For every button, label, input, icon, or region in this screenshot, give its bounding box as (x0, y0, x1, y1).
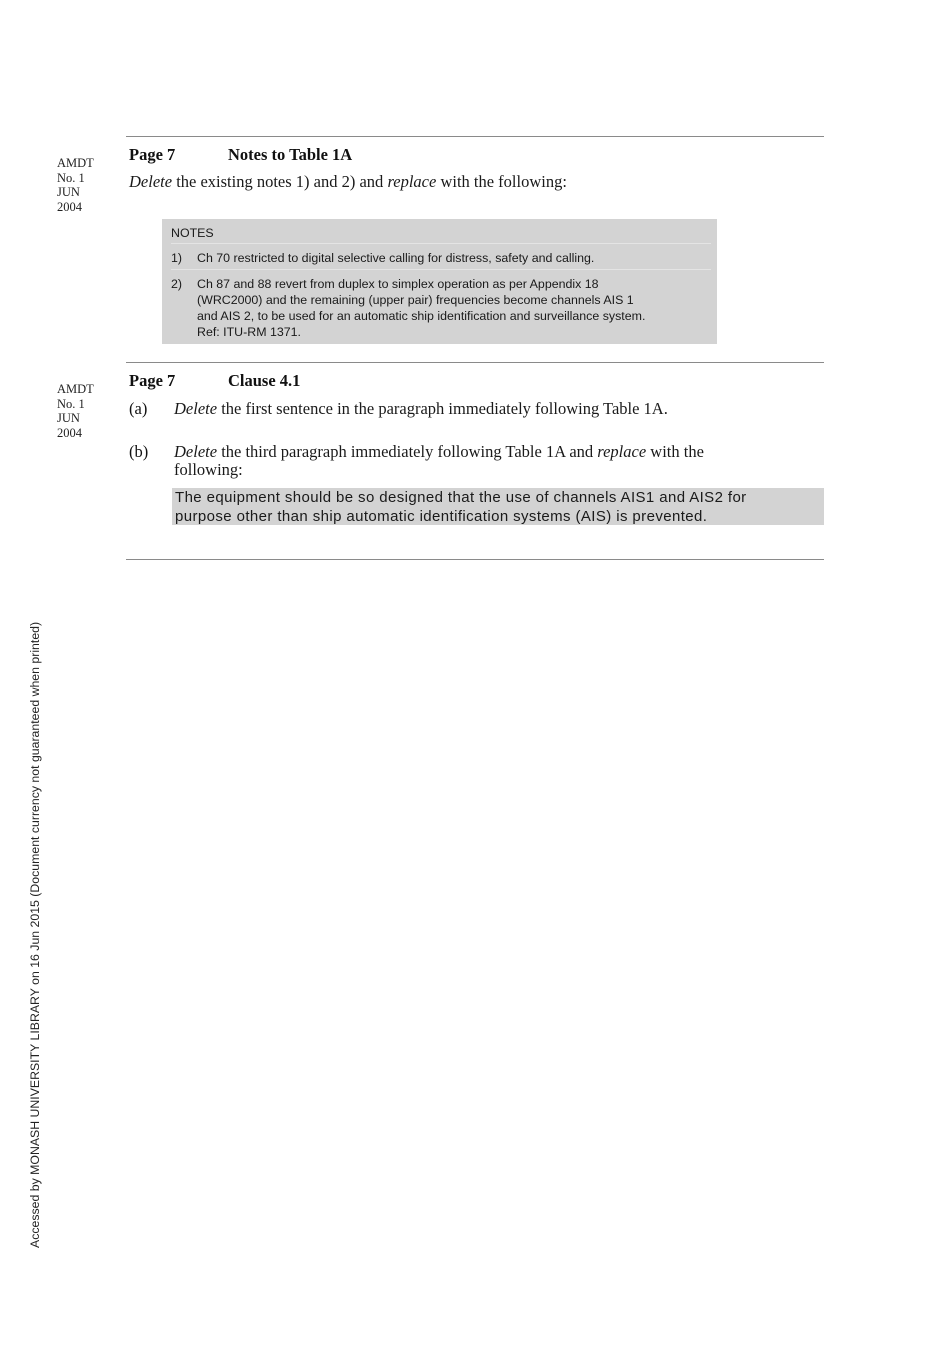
delete-keyword: Delete (174, 399, 218, 418)
item-text-end: with the (646, 442, 704, 461)
delete-keyword: Delete (174, 442, 218, 461)
delete-keyword: Delete (129, 172, 173, 191)
margin-note-line: No. 1 (57, 396, 85, 411)
notes-separator (171, 269, 711, 270)
margin-note-line: AMDT (57, 156, 94, 170)
note-item (171, 250, 711, 266)
page-reference: Page 7 (129, 371, 176, 390)
amendment-margin-note (57, 382, 117, 440)
section-divider-bottom (126, 559, 824, 560)
notes-box (162, 219, 717, 344)
item-text: the first sentence in the paragraph immediately following Table 1A. (217, 399, 668, 418)
notes-title: NOTES (171, 226, 214, 240)
margin-note-line: JUN (57, 185, 80, 199)
section-heading (129, 371, 300, 391)
note-text-line: (WRC2000) and the remaining (upper pair) frequencies become channels AIS 1 (197, 293, 634, 307)
margin-note-line: 2004 (57, 425, 82, 440)
margin-note-line: No. 1 (57, 170, 85, 185)
item-text-line: following: (174, 460, 243, 479)
note-text-line: Ref: ITU-RM 1371. (197, 325, 301, 339)
heading-title: Clause 4.1 (228, 371, 301, 390)
replacement-line: purpose other than ship automatic identification systems (AIS) is prevented. (175, 508, 708, 525)
amendment-margin-note (57, 156, 117, 214)
replace-keyword: replace (597, 442, 647, 461)
heading-title: Notes to Table 1A (228, 145, 353, 164)
note-number: 1) (171, 251, 183, 265)
instruction-text-end: with the following: (436, 172, 567, 191)
access-watermark: Accessed by MONASH UNIVERSITY LIBRARY on 16 Jun 2015 (Document currency not guaranteed when printed) (28, 621, 42, 1248)
instruction-text: the existing notes 1) and 2) and (172, 172, 388, 191)
note-text-line: and AIS 2, to be used for an automatic ship identification and surveillance system. (197, 309, 646, 323)
replacement-line: The equipment should be so designed that the use of channels AIS1 and AIS2 for (175, 489, 747, 506)
section-divider-middle (126, 362, 824, 363)
page-reference: Page 7 (129, 145, 176, 164)
instruction-paragraph (129, 173, 567, 191)
item-a-text (174, 400, 668, 418)
notes-separator (171, 243, 711, 244)
note-text-line: Ch 87 and 88 revert from duplex to simplex operation as per Appendix 18 (197, 277, 599, 291)
item-b-text (174, 443, 814, 479)
margin-note-line: 2004 (57, 199, 82, 214)
note-number: 2) (171, 277, 183, 291)
note-text (197, 276, 711, 340)
item-text-line (174, 443, 814, 461)
item-label-a: (a) (129, 399, 148, 418)
section-heading (129, 145, 352, 165)
item-text: the third paragraph immediately following Table 1A and (217, 442, 598, 461)
margin-note-line: JUN (57, 411, 80, 425)
section-divider-top (126, 136, 824, 137)
note-text: Ch 70 restricted to digital selective calling for distress, safety and calling. (197, 251, 595, 265)
item-label-b: (b) (129, 442, 149, 461)
margin-note-line: AMDT (57, 382, 94, 396)
note-item (171, 276, 711, 340)
replacement-text-box (172, 488, 824, 525)
replace-keyword: replace (387, 172, 437, 191)
